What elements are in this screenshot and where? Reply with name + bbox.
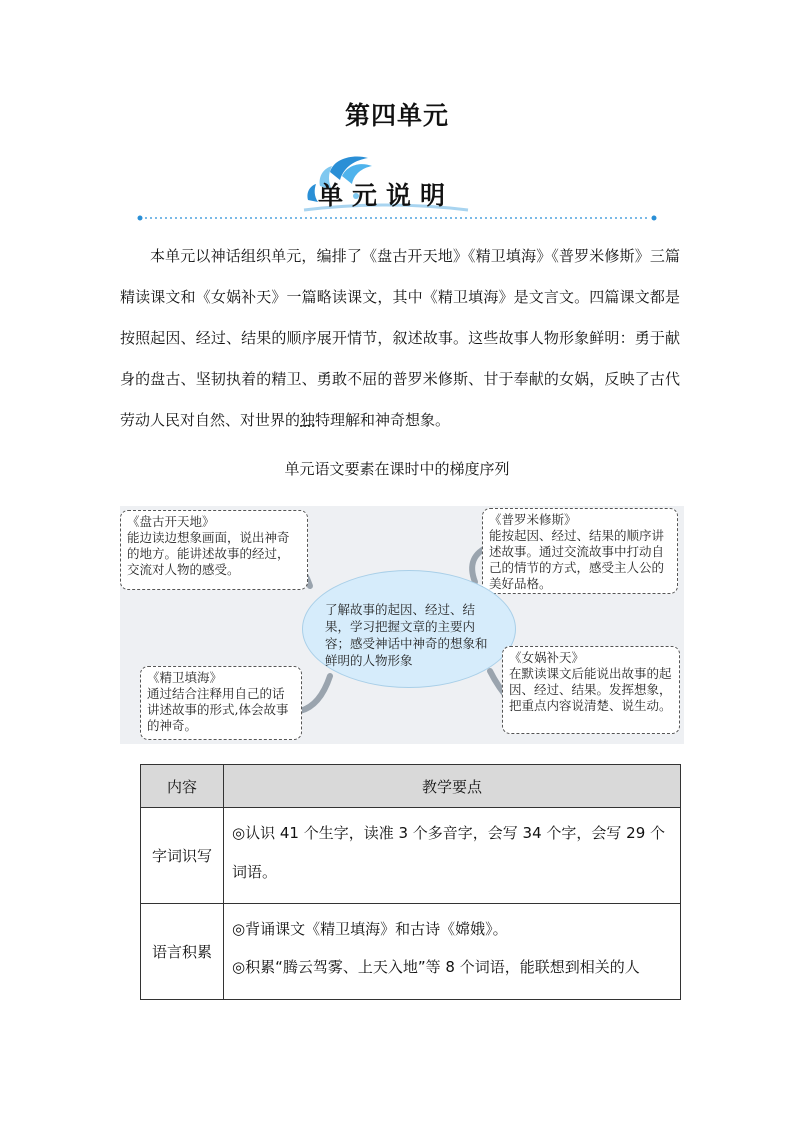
mindmap-title: 单元语文要素在课时中的梯度序列 — [284, 460, 510, 478]
banner-title: 单元说明 — [318, 181, 455, 210]
page-title: 第四单元 — [344, 101, 449, 130]
node-jingwei: 《精卫填海》 通过结合注释用自己的话讲述故事的形式,体会故事的神奇。 — [140, 666, 302, 740]
row-category: 字词识写 — [141, 808, 224, 904]
table-row — [141, 904, 681, 1000]
header-teaching-points: 教学要点 — [224, 765, 681, 808]
row-content: ◎背诵课文《精卫填海》和古诗《嫦娥》。 ◎积累“腾云驾雾、上天入地”等 8 个词语，能联想到相关的人 — [224, 904, 681, 1000]
node-prometheus: 《普罗米修斯》 能按起因、经过、结果的顺序讲述故事。通过交流故事中打动自己的情节的方式，感受主人公的美好品格。 — [482, 508, 678, 594]
center-bubble: 了解故事的起因、经过、结果，学习把握文章的主要内容；感受神话中神奇的想象和鲜明的人物形象 — [302, 570, 516, 688]
node-nvwa: 《女娲补天》 在默读课文后能说出故事的起因、经过、结果。发挥想象，把重点内容说清楚、说生动。 — [502, 646, 680, 734]
teaching-points-table — [140, 764, 681, 1000]
dotted-divider — [137, 215, 657, 221]
node-pangu: 《盘古开天地》 能边读边想象画面，说出神奇的地方。能讲述故事的经过，交流对人物的感受。 — [120, 510, 308, 590]
table-header-row — [141, 765, 681, 808]
intro-paragraph: 本单元以神话组织单元，编排了《盘古开天地》《精卫填海》《普罗米修斯》三篇精读课文和《女娲补天》一篇略读课文，其中《精卫填海》是文言文。四篇课文都是按照起因、经过、结果的顺序展开情节，叙述故事。这些故事人物形象鲜明：勇于献身的盘古、坚韧执着的精卫、勇敢不屈的普罗米修斯、甘于奉献的女娲，反映了古代劳动人民对自然、对世界的独特理解和神奇想象。 — [120, 247, 680, 429]
mindmap — [120, 506, 684, 744]
header-content: 内容 — [141, 765, 224, 808]
table-row — [141, 808, 681, 904]
row-content: ◎认识 41 个生字，读准 3 个多音字，会写 34 个字，会写 29 个词语。 — [224, 808, 681, 904]
row-category: 语言积累 — [141, 904, 224, 1000]
